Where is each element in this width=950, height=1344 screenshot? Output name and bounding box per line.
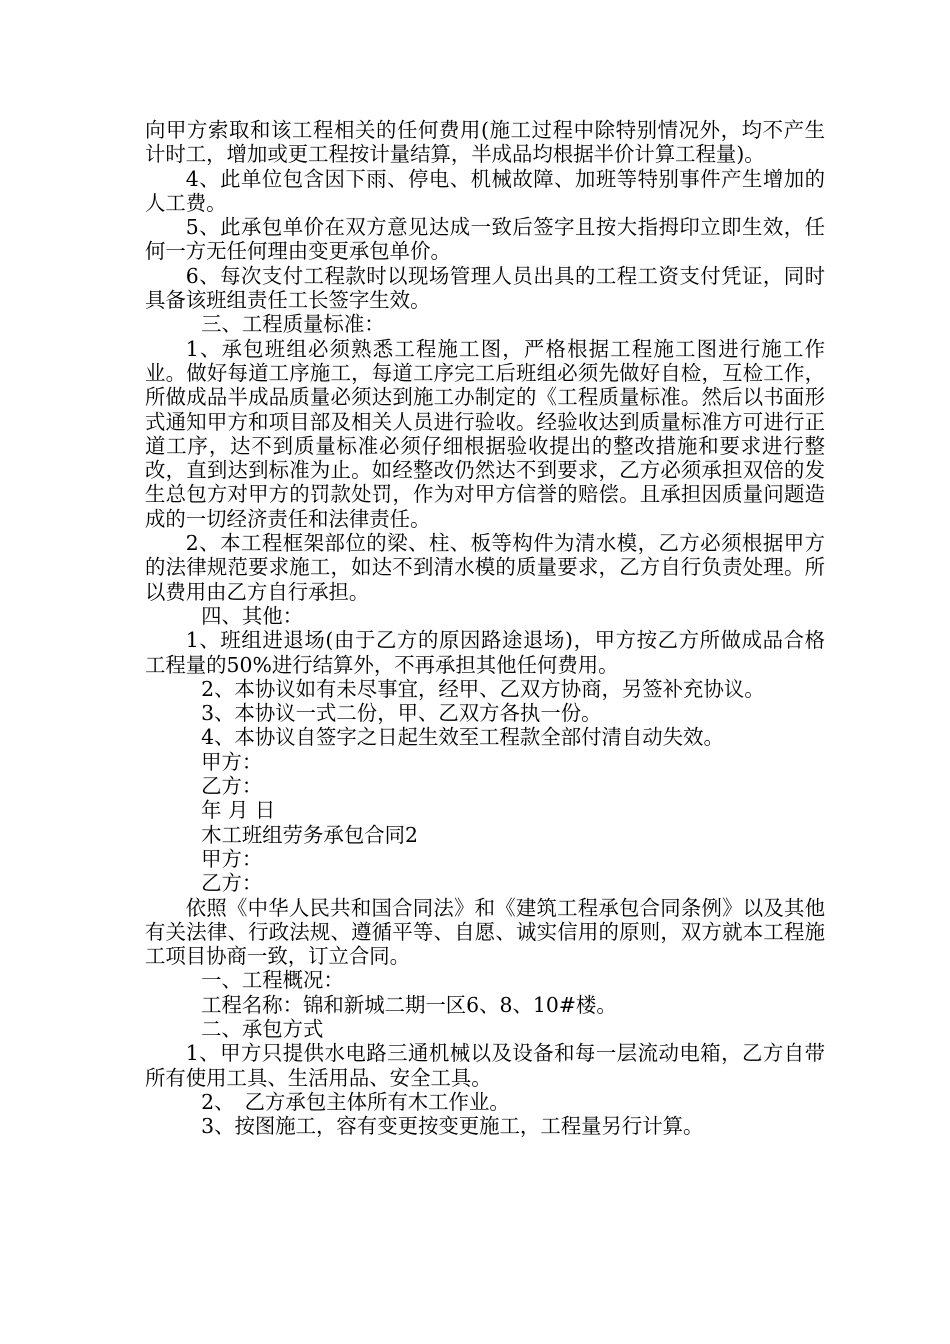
signature-party-b: 乙方： xyxy=(201,774,263,799)
party-b-line: 乙方： xyxy=(201,871,263,896)
paragraph-method-3: 3、按图施工，容有变更按变更施工，工程量另行计算。 xyxy=(201,1114,704,1139)
section-heading-other: 四、其他： xyxy=(201,603,304,628)
paragraph-other-4: 4、本协议自签字之日起生效至工程款全部付清自动失效。 xyxy=(201,725,724,750)
section-heading-quality: 三、工程质量标准： xyxy=(201,312,385,337)
document-body xyxy=(145,118,825,1138)
party-a-line: 甲方： xyxy=(201,846,263,871)
paragraph-preamble: 依照《中华人民共和国合同法》和《建筑工程承包合同条例》以及其他有关法律、行政法规、遵循平等、自愿、诚实信用的原则，双方就本工程施工项目协商一致，订立合同。 xyxy=(145,895,825,969)
paragraph-quality-2: 2、本工程框架部位的梁、柱、板等构件为清水模，乙方必须根据甲方的法律规范要求施工，如达不到清水模的质量要求，乙方自行负责处理。所以费用由乙方自行承担。 xyxy=(145,531,825,604)
signature-party-a: 甲方： xyxy=(201,749,263,774)
paragraph-method-2: 2、 乙方承包主体所有木工作业。 xyxy=(201,1089,510,1114)
paragraph-0: 向甲方索取和该工程相关的任何费用(施工过程中除特别情况外，均不产生计时工，增加或更工程按计量结算，半成品均根据半价计算工程量)。 xyxy=(145,118,825,167)
contract-title-2: 木工班组劳务承包合同2 xyxy=(201,822,418,847)
paragraph-other-1: 1、班组进退场(由于乙方的原因路途退场)，甲方按乙方所做成品合格工程量的50%进行结算外，不再承担其他任何费用。 xyxy=(145,628,825,677)
paragraph-clause-5: 5、此承包单价在双方意见达成一致后签字且按大指拇印立即生效，任何一方无任何理由变更承包单价。 xyxy=(145,215,825,264)
signature-date: 年 月 日 xyxy=(201,798,276,823)
paragraph-clause-6: 6、每次支付工程款时以现场管理人员出具的工程工资支付凭证，同时具备该班组责任工长签字生效。 xyxy=(145,263,825,313)
paragraph-quality-1: 1、承包班组必须熟悉工程施工图，严格根据工程施工图进行施工作业。做好每道工序施工，每道工序完工后班组必须先做好自检，互检工作，所做成品半成品质量必须达到施工办制定的《工程质量标准。然后以书面形式通知甲方和项目部及相关人员进行验收。经验收达到质量标准方可进行正道工序，达不到质量标准必须仔细根据验收提出的整改措施和要求进行整改，直到达到标准为止。如经整改仍然达不到要求，乙方必须承担双倍的发生总包方对甲方的罚款处罚，作为对甲方信誉的赔偿。且承担因质量问题造成的一切经济责任和法律责任。 xyxy=(145,336,825,531)
paragraph-method-1: 1、甲方只提供水电路三通机械以及设备和每一层流动电箱，乙方自带所有使用工具、生活用品、安全工具。 xyxy=(145,1041,825,1090)
section-heading-contract-method: 二、承包方式 xyxy=(201,1016,324,1041)
project-name: 工程名称：锦和新城二期一区6、8、10#楼。 xyxy=(201,992,617,1017)
paragraph-other-2: 2、本协议如有未尽事宜，经甲、乙双方协商，另签补充协议。 xyxy=(201,676,765,701)
section-heading-overview: 一、工程概况： xyxy=(201,968,344,993)
paragraph-clause-4: 4、此单位包含因下雨、停电、机械故障、加班等特别事件产生增加的人工费。 xyxy=(145,166,825,215)
paragraph-other-3: 3、本协议一式二份，甲、乙双方各执一份。 xyxy=(201,701,602,726)
